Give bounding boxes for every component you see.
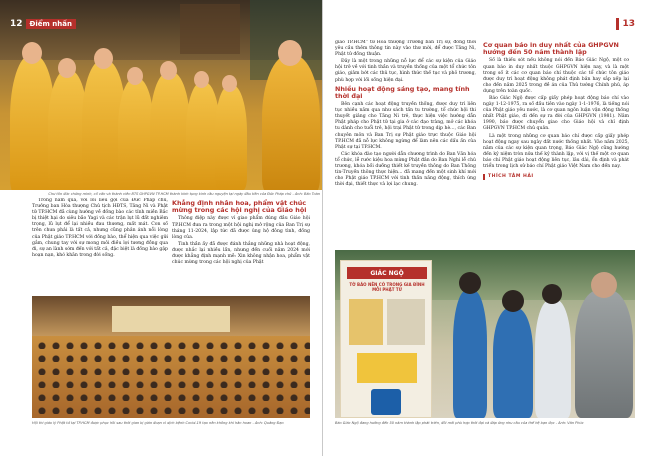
heading-paragraph-2: Tinh thần ấy đã được đánh thắng những nhà hoạt động, được nhắc lại nhiều lần, nhưng đến cuối năm 2024 mới được khẳng định mạnh mẽ: Xin không nhận hoa, phẩm vật chúc mừng trong các hội nghị của Phật bbox=[172, 241, 310, 266]
col2-paragraph-3: Là một trong những cơ quan báo chí được cấp giấy phép hoạt động ngay sau ngày đất nước thống nhất. Vào năm 2025, năm của các sự kiện quan trọng, Báo Giác Ngộ cũng hướng đến kỷ niệm tròn nửa thế kỷ thành lập, với vị thế một cơ quan báo chí Phật giáo hoạt động liên tục, lâu dài, ổn định và phát triển trong lịch sử báo chí Phật giáo Việt Nam cho đến nay. bbox=[483, 133, 629, 169]
byline-mark bbox=[483, 174, 485, 180]
col1-paragraph-2: Bên cạnh các hoạt động truyền thống, được duy trì liên tục nhiều năm qua như sách tấn tu trường, tổ chức hội thi thuyết giảng cho Tăng Ni trẻ, thực hiện việc hướng dẫn Phật pháp cho Phật tử tại gia ở các đạo tràng, mở các khóa tu dành cho tuổi trẻ, hội trại Phật tử trong dịp hè..., các Ban chuyên môn và Ban Trị sự Phật giáo trực thuộc Giáo hội TP.HCM đã nỗ lực không ngừng để làm nên các dấu ấn của Phật sự tại TP.HCM. bbox=[335, 102, 476, 150]
col1-paragraph: Đây là một trong những nỗ lực để các sự kiện của Giáo hội trở về với tinh thần và truyền thống của một tổ chức tôn giáo, giảm bớt các thủ tục, hình thức thế tục và phô trương, phù hợp với lối sống hiện đại. bbox=[335, 59, 476, 83]
col1-paragraph-3: Các khóa đào tạo người dẫn chương trình do Ban Văn hóa tổ chức, lễ rước kiệu hoa mừng Phật đản do Ban Nghi lễ chủ trương, khóa bồi dưỡng thiết kế truyền thông do Ban Thông tin-Truyền thông thực hiện... đã mang đến một sinh khí mới cho Phật giáo TP.HCM với tinh thần năng động, thích ứng thời đại, thiết thực và lợi lạc chung. bbox=[335, 151, 476, 188]
right-page-header bbox=[616, 17, 635, 30]
bottom-photo-caption: Hội thi giáo lý Phật tử tại TP.HCM được phục hồi sau thời gian bị gián đoạn vì dịch bệnh Covid-19 tạo nên không khí hân hoan - Ảnh: Quảng Đạo bbox=[32, 421, 284, 425]
section-tag: Điểm nhấn bbox=[26, 19, 76, 29]
right-page-number: 13 bbox=[622, 18, 635, 29]
left-column-2 bbox=[172, 198, 310, 294]
col1-heading: Nhiều hoạt động sáng tạo, mang tính thời đại bbox=[335, 84, 470, 100]
body-paragraph: Trong năm qua, với lối liêu gợi của Đức Pháp chủ, Trưởng ban Hòa thượng Chủ tịch HĐTS, Tăng Ni và Phật tử TP.HCM đã cùng hướng về đồng bào các tỉnh miền Bắc bị thiệt hại do siêu bão Yagi và các trận lụt lũ đất nghiêm trọng, lũ lụt để lại nhiều đau thương, mất mát. Con số trên chưa phải là tất cả, nhưng cũng phản ánh nỗi lòng của Phật giáo TP.HCM với đồng bào, thể hiện qua việc gửi gắm, chung tay với sự mong mỏi điều lợi tương đồng qua đi, sự an lành sớm đến với tất cả, đặc biệt là đồng bào gặp hoạn nạn, khó khăn trong đời sống. bbox=[32, 198, 168, 258]
author-byline bbox=[483, 174, 629, 180]
right-page bbox=[323, 0, 645, 456]
right-column-1 bbox=[335, 40, 476, 240]
left-column-1 bbox=[32, 198, 168, 294]
col2-heading: Cơ quan báo in duy nhất của GHPGVN hướng đến 50 năm thành lập bbox=[483, 41, 619, 57]
right-column-2 bbox=[483, 40, 629, 246]
booth-poster-subtitle: TỜ BÁO NÊN CÓ TRONG GIA ĐÌNH MỖI PHẬT TỬ bbox=[349, 282, 425, 292]
booth-poster-title: GIÁC NGỘ bbox=[347, 267, 427, 279]
left-section-heading: Khẳng định nhân hoa, phẩm vật chúc mừng trong các hội nghị của Giáo hội bbox=[172, 199, 307, 215]
dharma-contest-photo bbox=[32, 296, 310, 418]
left-page-header bbox=[10, 17, 76, 30]
author-name: THÍCH TÂM HẢI bbox=[488, 174, 534, 180]
col1-intro: giáo TP.HCM” từ Hòa thượng Trưởng ban Trị sự, đồng thời yêu cầu thêm thông tin này vào thư mời, để được Tăng Ni, Phật tử đồng thuận. bbox=[335, 40, 476, 58]
header-accent-bar bbox=[616, 18, 619, 30]
giac-ngo-booth-photo bbox=[335, 250, 635, 418]
booth-photo-caption: Báo Giác Ngộ đang hướng đến 50 năm thành lập phát triển, đồi mới phù hợp thời đại và đáp ứng nhu cầu của thế hệ bạn đọc - Ảnh: Văn Phúc bbox=[335, 421, 584, 425]
col2-paragraph-1: Số là thiếu sót nếu không nói đến Báo Giác Ngộ, một cơ quan báo in duy nhất thuộc GHPGVN hiện nay, và là một trong số ít các cơ quan báo chí thuộc các tổ chức tôn giáo được duy trì hoạt động không phát định bản hay sắp xếp lại cho đến năm 2025 trong đề án của Thủ tướng Chính phủ, áp dụng trên toàn quốc. bbox=[483, 58, 629, 94]
left-page-number: 12 bbox=[10, 18, 23, 29]
booth-poster bbox=[340, 260, 432, 418]
top-photo-caption: Chư tôn đức chứng minh, cố vấn và thành viên BTS GHPGVN TP.HCM thành kính tụng kinh cầu nguyện tại ngày đầu tiên của Đức Pháp chủ - Ảnh: Bảo Toàn bbox=[48, 192, 320, 196]
col2-paragraph-2: Báo Giác Ngộ được cấp giấy phép hoạt động báo chí vào ngày 1-12-1975, ra số đầu tiên vào ngày 1-1-1976, là tiếng nói của Phật giáo yêu nước, là cơ quan ngôn luận vận động thống nhất Phật giáo, đi đến sự ra đời của GHPGVN (1981). Năm 1990, báo được chuyển giao cho Giáo hội và chỉ định GHPGVN TP.HCM chủ quản. bbox=[483, 95, 629, 132]
heading-paragraph-1: Thông điệp này được ví giao phẩm đúng đầu Giáo hội TP.HCM đưa ra trong một hội nghị mở rộng của Ban Trị sự tháng 11-2024, lập tức đã được ủng hộ đông tình, đồng lòng của. bbox=[172, 216, 310, 240]
